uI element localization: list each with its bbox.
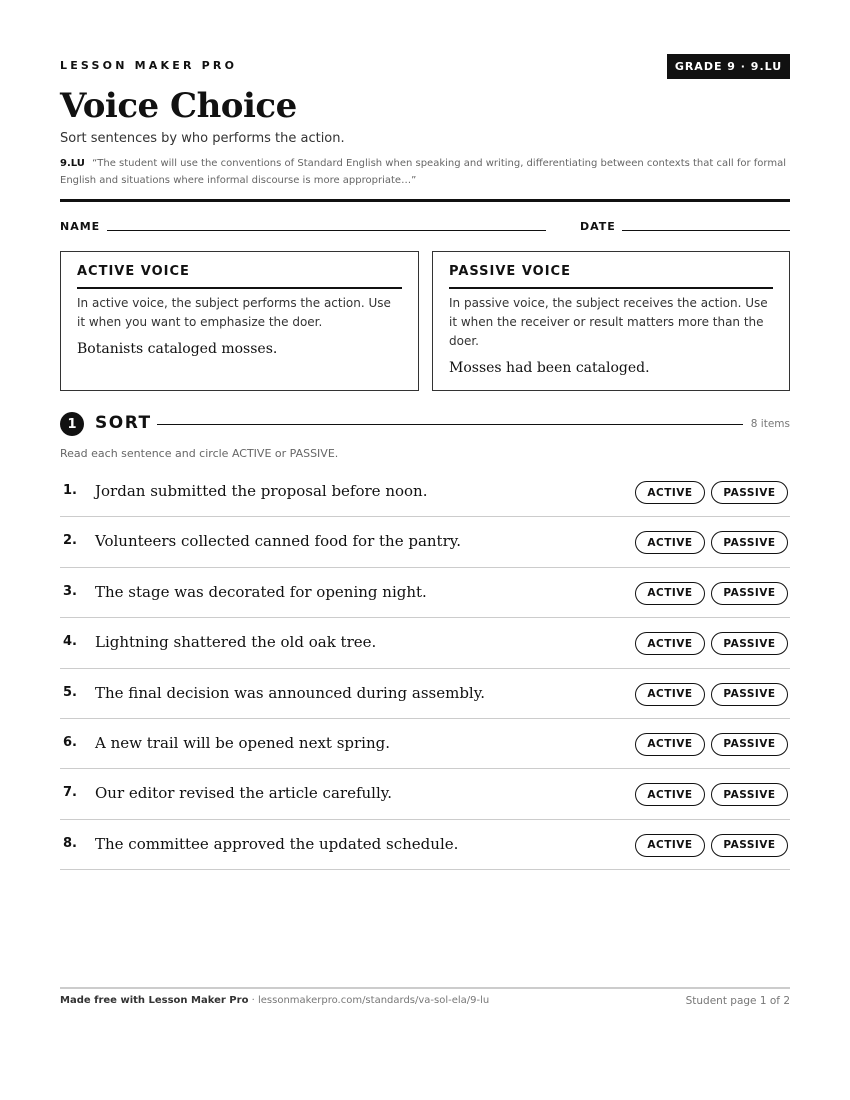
passive-choice-button[interactable]: PASSIVE (711, 632, 788, 655)
worksheet-page (60, 0, 790, 1100)
passive-choice-button[interactable]: PASSIVE (711, 683, 788, 706)
footer-credit (60, 995, 489, 1006)
item-number: 2. (63, 533, 77, 549)
footer-url[interactable]: · lessonmakerpro.com/standards/va-sol-ela/9-lu (248, 995, 490, 1006)
passive-choice-button[interactable]: PASSIVE (711, 481, 788, 504)
passive-choice-button[interactable]: PASSIVE (711, 531, 788, 554)
item-number: 6. (63, 734, 77, 750)
footer-divider (60, 987, 790, 989)
item-sentence: The committee approved the updated schedule. (95, 834, 459, 853)
page-subtitle: Sort sentences by who performs the action. (60, 131, 345, 146)
active-choice-button[interactable]: ACTIVE (635, 834, 705, 857)
date-field[interactable] (622, 230, 790, 231)
passive-choice-button[interactable]: PASSIVE (711, 834, 788, 857)
list-item (60, 568, 790, 618)
section-title: SORT (95, 413, 152, 433)
header-divider (60, 199, 790, 202)
item-number: 1. (63, 483, 77, 498)
list-item (60, 669, 790, 719)
list-item (60, 618, 790, 668)
list-item (60, 769, 790, 819)
item-count: 8 items (750, 418, 790, 430)
list-item (60, 719, 790, 769)
standard-text: “The student will use the conventions of Standard English when speaking and writing, differentiating between contexts that call for formal English and situations where informal discourse is more appropriate…” (60, 158, 786, 186)
section-divider (157, 424, 743, 425)
page-indicator: Student page 1 of 2 (685, 995, 790, 1007)
active-choice-button[interactable]: ACTIVE (635, 632, 705, 655)
item-number: 5. (63, 684, 77, 700)
brand-name: LESSON MAKER PRO (60, 59, 238, 72)
passive-choice-button[interactable]: PASSIVE (711, 783, 788, 806)
active-voice-heading: ACTIVE VOICE (77, 264, 402, 289)
active-voice-description: In active voice, the subject performs the action. Use it when you want to emphasize the doer. (77, 296, 391, 329)
active-voice-box (60, 251, 419, 391)
passive-voice-description: In passive voice, the subject receives the action. Use it when the receiver or result matters more than the doer. (449, 296, 768, 348)
active-choice-button[interactable]: ACTIVE (635, 783, 705, 806)
passive-voice-heading: PASSIVE VOICE (449, 264, 773, 289)
section-number: 1 (60, 412, 84, 436)
active-choice-button[interactable]: ACTIVE (635, 733, 705, 756)
standard-description (60, 155, 790, 189)
item-sentence: Volunteers collected canned food for the pantry. (95, 532, 462, 551)
passive-voice-box (432, 251, 790, 391)
date-label: DATE (580, 220, 616, 233)
grade-badge: GRADE 9 · 9.LU (667, 54, 790, 79)
item-sentence: Jordan submitted the proposal before noon. (95, 482, 428, 500)
section-instructions: Read each sentence and circle ACTIVE or PASSIVE. (60, 447, 339, 460)
active-choice-button[interactable]: ACTIVE (635, 582, 705, 605)
list-item (60, 517, 790, 567)
passive-choice-button[interactable]: PASSIVE (711, 733, 788, 756)
item-sentence: The final decision was announced during assembly. (95, 683, 485, 702)
list-item (60, 820, 790, 870)
item-number: 8. (63, 835, 77, 851)
name-label: NAME (60, 220, 101, 233)
item-sentence: Lightning shattered the old oak tree. (95, 633, 377, 652)
item-sentence: The stage was decorated for opening night. (95, 582, 427, 601)
footer-made-with: Made free with Lesson Maker Pro (60, 995, 249, 1006)
active-choice-button[interactable]: ACTIVE (635, 481, 705, 504)
item-sentence: Our editor revised the article carefully. (95, 784, 392, 803)
active-choice-button[interactable]: ACTIVE (635, 683, 705, 706)
active-choice-button[interactable]: ACTIVE (635, 531, 705, 554)
item-number: 4. (63, 634, 77, 650)
item-number: 7. (63, 785, 77, 801)
passive-voice-example: Mosses had been cataloged. (449, 360, 650, 376)
passive-choice-button[interactable]: PASSIVE (711, 582, 788, 605)
page-title: Voice Choice (60, 86, 297, 126)
sentence-list (60, 467, 790, 870)
item-sentence: A new trail will be opened next spring. (95, 733, 391, 752)
list-item (60, 467, 790, 517)
item-number: 3. (63, 583, 77, 599)
name-field[interactable] (107, 230, 546, 231)
standard-code: 9.LU (60, 158, 85, 169)
active-voice-example: Botanists cataloged mosses. (77, 341, 278, 357)
